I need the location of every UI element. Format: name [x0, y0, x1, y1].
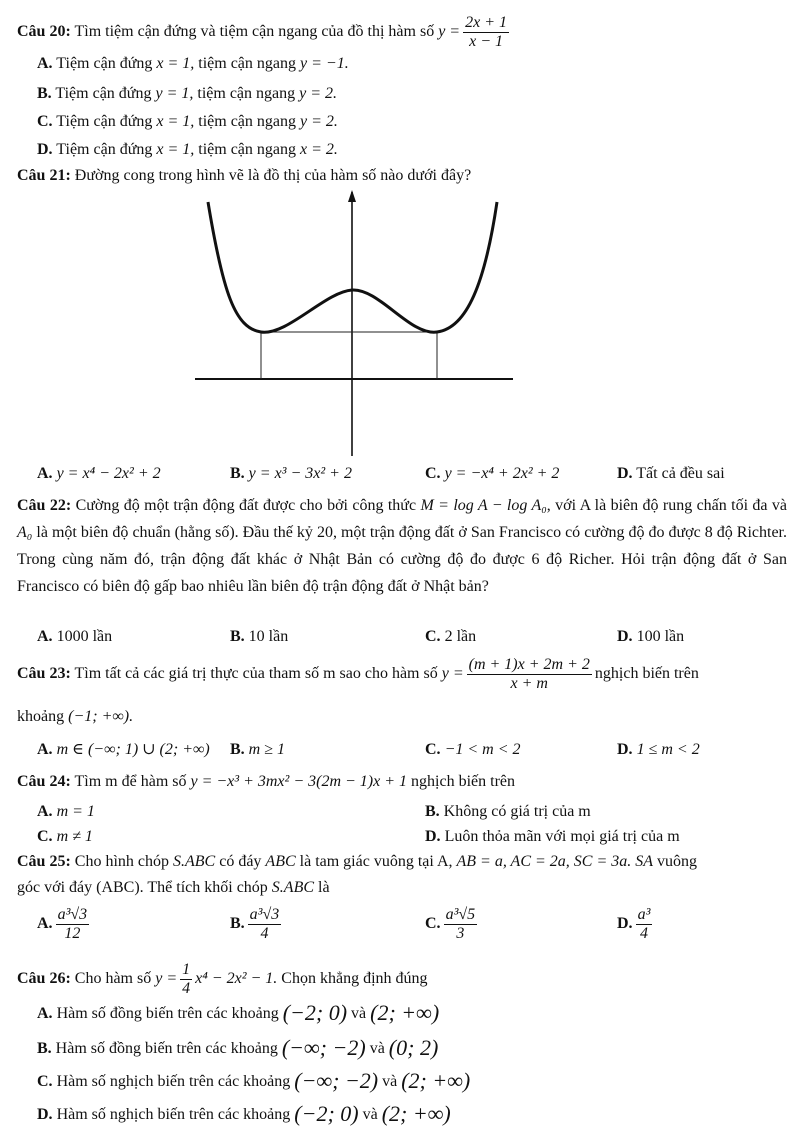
- q25-text: là: [318, 879, 330, 896]
- q26-option-b: [37, 1035, 439, 1060]
- option-text: và: [369, 1040, 385, 1057]
- q22-label: Câu 22:: [17, 497, 72, 514]
- option-math: y = x⁴ − 2x² + 2: [56, 465, 161, 482]
- q23-text: nghịch biến trên: [594, 665, 699, 683]
- option-label: A.: [37, 55, 53, 72]
- option-interval: (0; 2): [388, 1035, 439, 1060]
- option-math: m ≥ 1: [248, 741, 286, 758]
- option-math: x = 2.: [300, 141, 338, 158]
- q24-label: Câu 24:: [17, 773, 71, 790]
- option-label: D.: [617, 915, 633, 933]
- q20-func-num: 2x + 1: [465, 14, 507, 31]
- q23-line2: [17, 707, 133, 727]
- option-label: C.: [37, 828, 53, 845]
- q22-stem: [17, 492, 787, 600]
- option-fraction: [248, 906, 282, 943]
- q22-option-a: [37, 627, 112, 647]
- option-text: Tiệm cận đứng: [56, 55, 153, 72]
- q20-option-a: [37, 54, 349, 74]
- q20-func-den: x − 1: [469, 33, 503, 50]
- option-label: B.: [230, 741, 245, 758]
- option-text: Hàm số đồng biến trên các khoảng: [55, 1040, 278, 1057]
- q25-option-d: [617, 906, 655, 943]
- fraction-den: 12: [64, 925, 81, 942]
- q22-text: là một biên độ chuẩn (hằng số). Đầu thế kỷ 20, một trận động đất ở San Francisco có cường độ đo được 8 độ Richter. Trong cùng năm đó, trận động đất khác ở Nhật Bản có cường độ đo được 6 độ Richer. Hỏi trận động đất ở San Francisco có biên độ gấp bao nhiêu lần biên độ trận động đất ở Nhật bản?: [17, 524, 788, 595]
- option-text: Tiệm cận đứng: [56, 141, 153, 158]
- option-math: m ∈ (−∞; 1) ∪ (2; +∞): [56, 741, 210, 758]
- option-label: C.: [37, 113, 53, 130]
- q25-stem: [17, 852, 697, 872]
- q25-condition: AB = a, AC = 2a, SC = 3a. SA: [456, 853, 654, 870]
- q21-option-a: [37, 464, 161, 484]
- option-label: B.: [425, 803, 440, 820]
- q23-stem: [17, 656, 699, 693]
- option-math: m = 1: [56, 803, 95, 820]
- option-label: C.: [425, 628, 441, 645]
- option-math: y = −1.: [300, 55, 349, 72]
- option-label: C.: [37, 1073, 53, 1090]
- fraction-num: a³√3: [249, 906, 280, 923]
- option-math: y = 2.: [299, 85, 338, 102]
- option-label: B.: [37, 1040, 52, 1057]
- q25-line2: [17, 878, 330, 898]
- q22-option-c: [425, 627, 476, 647]
- q24-stem: [17, 772, 515, 792]
- option-label: A.: [37, 1005, 53, 1022]
- q24-option-c: [37, 827, 93, 847]
- option-label: C.: [425, 915, 441, 933]
- option-label: D.: [37, 1106, 53, 1123]
- option-text: Luôn thỏa mãn với mọi giá trị của m: [444, 828, 680, 845]
- q20-option-b: [37, 84, 337, 104]
- option-label: A.: [37, 628, 53, 645]
- q26-option-d: [37, 1101, 451, 1126]
- option-label: D.: [617, 628, 633, 645]
- q23-func-num: (m + 1)x + 2m + 2: [468, 656, 590, 673]
- option-math: y = 1,: [155, 85, 194, 102]
- q25-text: là tam giác vuông tại A,: [299, 853, 453, 870]
- q23-interval: (−1; +∞).: [68, 708, 134, 725]
- q22-option-b: [230, 627, 288, 647]
- q23-fraction: [467, 656, 592, 693]
- option-label: A.: [37, 915, 53, 933]
- q24-text: nghịch biến trên: [411, 773, 515, 790]
- option-text: Tiệm cận đứng: [55, 85, 152, 102]
- fraction-num: a³√3: [57, 906, 88, 923]
- q21-stem: [17, 166, 471, 186]
- option-label: A.: [37, 803, 53, 820]
- option-fraction: [636, 906, 653, 943]
- option-label: C.: [425, 741, 441, 758]
- option-label: C.: [425, 465, 441, 482]
- q24-text: Tìm m để hàm số: [74, 773, 187, 790]
- option-math: 1 ≤ m < 2: [636, 741, 700, 758]
- option-interval: (2; +∞): [370, 1000, 440, 1025]
- q23-option-d: [617, 740, 700, 760]
- option-label: A.: [37, 465, 53, 482]
- option-math: y = 2.: [300, 113, 338, 130]
- option-text: và: [351, 1005, 367, 1022]
- q25-math: ABC: [265, 853, 296, 870]
- q20-option-c: [37, 112, 338, 132]
- q23-option-c: [425, 740, 521, 760]
- q24-option-d: [425, 827, 680, 847]
- option-text: Tiệm cận đứng: [56, 113, 153, 130]
- option-interval: (2; +∞): [401, 1068, 471, 1093]
- option-label: B.: [230, 628, 245, 645]
- option-text: tiệm cận ngang: [198, 141, 297, 158]
- q26-option-a: [37, 1000, 440, 1025]
- q26-func-rest: x⁴ − 2x² − 1.: [195, 970, 278, 988]
- q25-text: Cho hình chóp: [74, 853, 169, 870]
- fraction-num: a³: [637, 906, 651, 923]
- q20-text: Tìm tiệm cận đứng và tiệm cận ngang của đồ thị hàm số: [74, 23, 435, 41]
- q23-func-lhs: y =: [441, 665, 464, 683]
- q26-label: Câu 26:: [17, 970, 71, 988]
- q23-text: Tìm tất cả các giá trị thực của tham số m sao cho hàm số: [74, 665, 438, 683]
- q24-func: y = −x³ + 3mx² − 3(2m − 1)x + 1: [190, 773, 408, 790]
- option-label: D.: [425, 828, 441, 845]
- option-label: D.: [617, 465, 633, 482]
- q26-text: Cho hàm số: [74, 970, 152, 988]
- q20-stem: [17, 14, 512, 51]
- q23-text: khoảng: [17, 708, 65, 725]
- q21-label: Câu 21:: [17, 167, 71, 184]
- q22-formula: M = log A − log A₀: [420, 497, 547, 514]
- option-text: 100 lần: [636, 628, 685, 645]
- fraction-den: 4: [639, 925, 648, 942]
- option-text: 10 lần: [248, 628, 289, 645]
- fraction-den: 3: [456, 925, 465, 942]
- q24-option-a: [37, 802, 95, 822]
- q26-text: Chọn khẳng định đúng: [281, 970, 428, 988]
- option-label: B.: [230, 915, 245, 933]
- q26-func-lhs: y =: [155, 970, 178, 988]
- option-math: y = −x⁴ + 2x² + 2: [444, 465, 560, 482]
- q21-option-c: [425, 464, 559, 484]
- option-math: y = x³ − 3x² + 2: [248, 465, 352, 482]
- option-math: m ≠ 1: [56, 828, 93, 845]
- q21-graph: [185, 188, 525, 458]
- option-text: tiệm cận ngang: [198, 113, 297, 130]
- q23-option-b: [230, 740, 285, 760]
- q26-func-den: 4: [182, 980, 191, 997]
- q25-text: vuông: [657, 853, 698, 870]
- graph-y-arrow: [348, 190, 356, 202]
- q22-option-d: [617, 627, 684, 647]
- option-text: 1000 lần: [56, 628, 113, 645]
- q25-option-b: [230, 906, 284, 943]
- q22-text: Cường độ một trận động đất được cho bởi công thức: [75, 497, 417, 514]
- q25-math: S.ABC: [271, 879, 315, 896]
- q22-text: , với A là biên độ rung chấn tối đa và: [546, 497, 788, 514]
- option-text: Tất cả đều sai: [636, 465, 725, 482]
- q23-label: Câu 23:: [17, 665, 71, 683]
- q20-label: Câu 20:: [17, 23, 71, 41]
- q25-text: góc với đáy (ABC). Thể tích khối chóp: [17, 879, 268, 896]
- q23-func-den: x + m: [510, 675, 548, 692]
- option-math: x = 1,: [156, 55, 195, 72]
- q26-option-c: [37, 1068, 471, 1093]
- option-interval: (−2; 0): [282, 1000, 348, 1025]
- q20-func-lhs: y =: [438, 23, 461, 41]
- q25-math: S.ABC: [173, 853, 216, 870]
- option-label: D.: [37, 141, 53, 158]
- q21-option-b: [230, 464, 352, 484]
- option-text: Hàm số nghịch biến trên các khoảng: [56, 1106, 291, 1123]
- q21-option-d: [617, 464, 725, 484]
- q20-option-d: [37, 140, 338, 160]
- q25-label: Câu 25:: [17, 853, 71, 870]
- option-interval: (−2; 0): [294, 1101, 359, 1126]
- q22-a0: A₀: [17, 524, 33, 541]
- option-math: x = 1,: [156, 141, 195, 158]
- option-interval: (−∞; −2): [294, 1068, 379, 1093]
- option-text: Hàm số nghịch biến trên các khoảng: [56, 1073, 291, 1090]
- q25-text: có đáy: [219, 853, 262, 870]
- q25-option-c: [425, 906, 480, 943]
- option-fraction: [444, 906, 478, 943]
- option-text: tiệm cận ngang: [197, 85, 296, 102]
- q20-fraction: [463, 14, 509, 51]
- option-text: và: [382, 1073, 398, 1090]
- q26-func-num: 1: [182, 961, 191, 978]
- option-label: B.: [37, 85, 52, 102]
- fraction-den: 4: [260, 925, 269, 942]
- option-label: D.: [617, 741, 633, 758]
- option-interval: (−∞; −2): [281, 1035, 366, 1060]
- q25-option-a: [37, 906, 92, 943]
- option-text: Không có giá trị của m: [443, 803, 591, 820]
- q21-text: Đường cong trong hình vẽ là đồ thị của hàm số nào dưới đây?: [74, 167, 472, 184]
- option-label: A.: [37, 741, 53, 758]
- q26-stem: [17, 961, 428, 998]
- option-text: và: [362, 1106, 378, 1123]
- q23-option-a: [37, 740, 210, 760]
- option-text: Hàm số đồng biến trên các khoảng: [56, 1005, 279, 1022]
- q24-option-b: [425, 802, 591, 822]
- option-text: 2 lần: [444, 628, 477, 645]
- option-interval: (2; +∞): [381, 1101, 451, 1126]
- option-math: −1 < m < 2: [444, 741, 521, 758]
- q26-fraction: [180, 961, 192, 998]
- option-math: x = 1,: [156, 113, 195, 130]
- option-text: tiệm cận ngang: [198, 55, 297, 72]
- option-fraction: [56, 906, 90, 943]
- fraction-num: a³√5: [445, 906, 476, 923]
- option-label: B.: [230, 465, 245, 482]
